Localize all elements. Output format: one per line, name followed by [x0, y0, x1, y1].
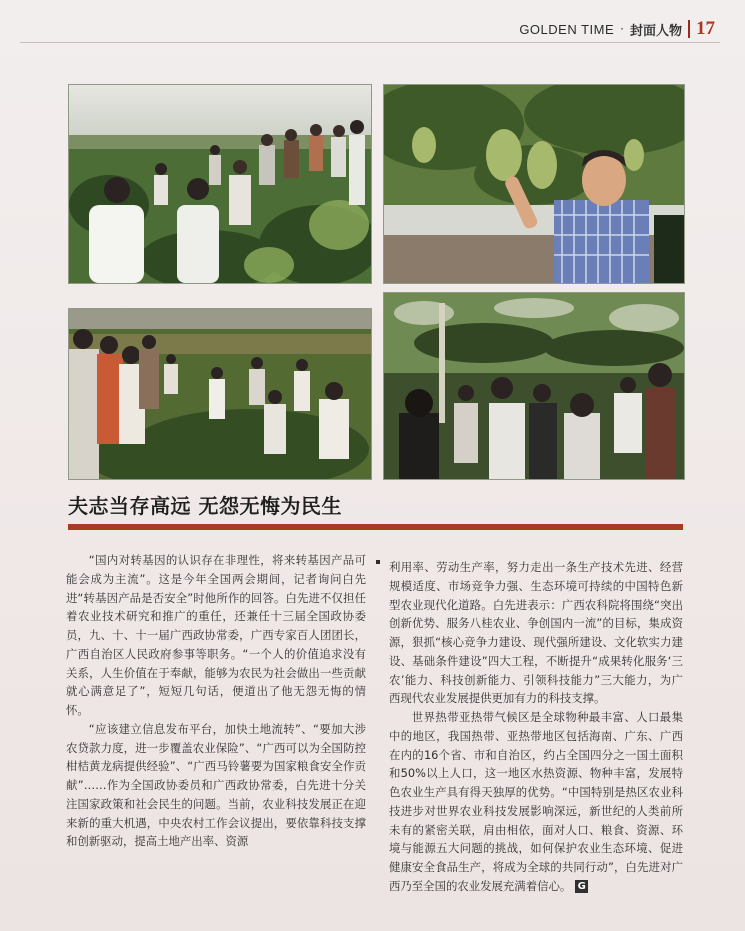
- article-column-right: [389, 558, 683, 896]
- paragraph-final: [389, 708, 683, 896]
- photo-field-visit: [68, 84, 372, 284]
- paragraph: “国内对转基因的认识存在非理性，将来转基因产品可能会成为主流”。这是今年全国两会期间，记者询问白先进“转基因产品是否安全”时他所作的回答。白先进不仅担任着农业技术研究和推广的重任，还兼任十三届全国政协委员，九、十、十一届广西政协常委，广西专家百人团团长，广西自治区人民政府参事等职务。“一个人的价值追求没有关系，人生价值在于奉献，能够为农民为社会做出一些贡献就心满意足了”，短短几句话，便道出了他无怨无悔的情怀。: [66, 553, 366, 717]
- header-divider: [688, 20, 690, 38]
- top-rule: [20, 42, 720, 43]
- article-column-left: [66, 551, 366, 851]
- end-of-article-mark: G: [575, 880, 588, 893]
- photo-trellis-inspection: [383, 292, 685, 480]
- header-separator: ·: [620, 22, 624, 36]
- photo-grape-harvest: [383, 84, 685, 284]
- photo-farmers-gathering: [68, 308, 372, 480]
- title-underline: [68, 524, 683, 530]
- paragraph-text: 世界热带亚热带气候区是全球物种最丰富、人口最集中的地区，我国热带、亚热带地区包括海南、广东、广西在内的16个省、市和自治区，约占全国四分之一国土面积和50%以上人口，这一地区水热资源、物种丰富，发展特色农业生产具有得天独厚的优势。“中国特别是热区农业科技进步对世界农业科技发展影响深远，新世纪的人类前所未有的紧密关联，肩由相依，面对人口、粮食、资源、环境与能源五大问题的挑战，如何保护农业生态环境、促进健康安全食品生产，将成为全球的共同行动”，白先进对广西乃至全国的农业发展充满着信心。: [389, 710, 683, 893]
- column-marker: [376, 560, 380, 564]
- paragraph: 利用率、劳动生产率，努力走出一条生产技术先进、经营规模适度、市场竞争力强、生态环境可持续的中国特色新型农业现代化道路。白先进表示：广西农科院将围绕“突出创新优势、服务八桂农业、争创国内一流”的目标，集成资源，狠抓“核心竞争力建设、现代强所建设、文化软实力建设、基础条件建设”四大工程，不断提升“成果转化服务‘三农’能力、科技创新能力、引领科技能力”三大能力，为广西现代农业发展提供更加有力的科技支撑。: [389, 560, 683, 706]
- page-number: 17: [696, 18, 715, 39]
- section-name: 封面人物: [629, 23, 682, 39]
- article-title: 夫志当存高远 无怨无悔为民生: [68, 494, 342, 518]
- magazine-brand: GOLDEN TIME: [519, 21, 615, 37]
- paragraph: “应该建立信息发布平台，加快土地流转”、“要加大涉农贷款力度，进一步覆盖农业保险”、“广西可以为全国防控柑桔黄龙病提供经验”、“广西马铃薯要为国家粮食安全作贡献”……作为全国政协委员和广西政协常委，白先进十分关注国家政策和社会民生的问题。当前，农业科技发展正在迎来新的重大机遇，中央农村工作会议提出，要依靠科技支撑和创新驱动，提高土地产出率、资源: [66, 721, 366, 849]
- page-header: [519, 18, 715, 40]
